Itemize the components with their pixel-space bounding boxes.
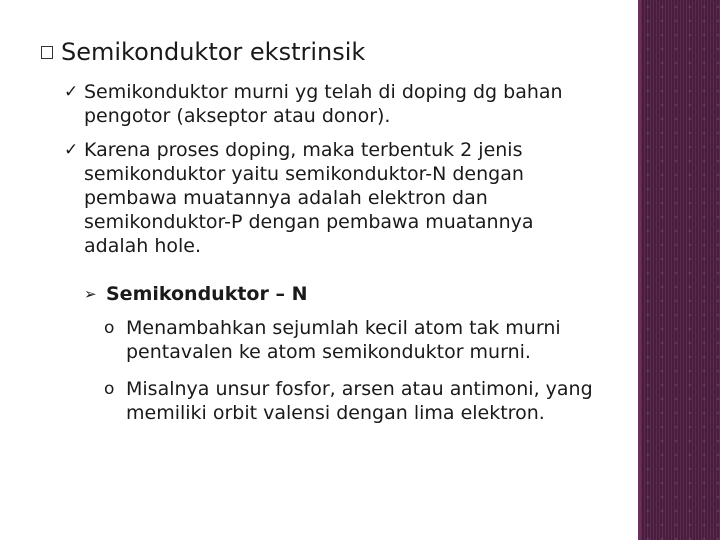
slide-title (41, 38, 365, 66)
subheading-text: Semikonduktor – N (106, 283, 308, 305)
bullet-text: Semikonduktor murni yg telah di doping dg bahan pengotor (akseptor atau donor). (84, 81, 563, 127)
circle-bullet-icon: o (104, 379, 115, 399)
check-icon: ✓ (64, 82, 79, 102)
sub-bullet-item (104, 316, 604, 364)
arrow-icon: ➢ (84, 285, 97, 303)
bullet-item (64, 80, 609, 128)
slide-title-text: Semikonduktor ekstrinsik (61, 38, 366, 66)
sub-bullet-item (104, 377, 599, 425)
subheading-item (84, 282, 384, 306)
sub-bullet-text: Menambahkan sejumlah kecil atom tak murni pentavalen ke atom semikonduktor murni. (126, 317, 561, 363)
checkbox-icon (41, 46, 53, 59)
decorative-sidebar (641, 0, 720, 540)
circle-bullet-icon: o (104, 318, 115, 338)
check-icon: ✓ (64, 140, 79, 160)
bullet-item (64, 138, 584, 258)
sub-bullet-text: Misalnya unsur fosfor, arsen atau antimoni, yang memiliki orbit valensi dengan lima elektron. (126, 378, 593, 424)
bullet-text: Karena proses doping, maka terbentuk 2 jenis semikonduktor yaitu semikonduktor-N dengan pembawa muatannya adalah elektron dan semikonduktor-P dengan pembawa muatannya adalah hole. (84, 139, 534, 257)
